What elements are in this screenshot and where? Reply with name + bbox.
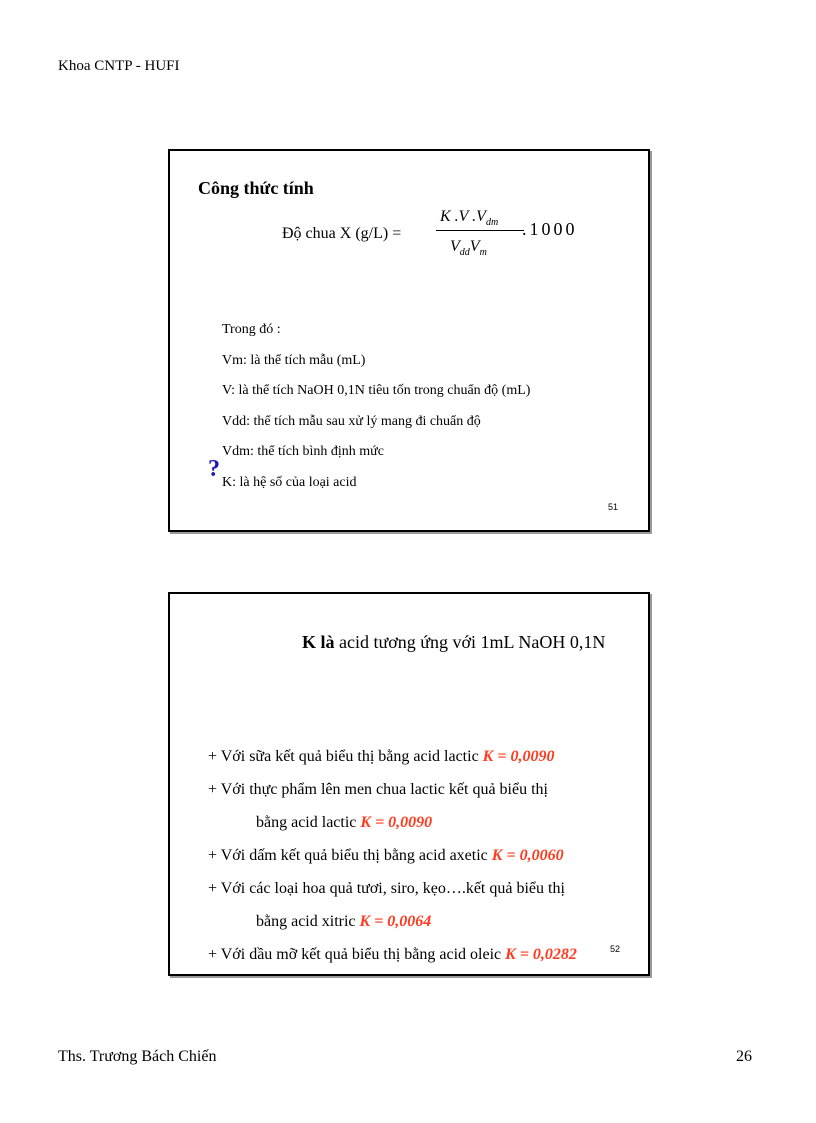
formula-label: Độ chua X (g/L) = <box>282 225 402 242</box>
k-coefficient-list <box>208 740 577 971</box>
slide-number: 51 <box>608 502 619 512</box>
fraction-bar <box>436 230 524 231</box>
slide-number: 52 <box>610 944 621 954</box>
formula-multiplier: .1000 <box>522 219 578 239</box>
definition-line: Trong đó : <box>222 322 281 337</box>
footer-author: Ths. Trương Bách Chiến <box>58 1048 217 1065</box>
list-item: + Với sữa kết quả biểu thị bằng acid lactic K = 0,0090 <box>208 748 555 765</box>
definition-line: K: là hệ số của loại acid <box>222 474 357 490</box>
k-value: K = 0,0090 <box>360 814 433 831</box>
list-item: + Với dầu mỡ kết quả biểu thị bằng acid oleic K = 0,0282 <box>208 946 577 963</box>
definition-line: V: là thể tích NaOH 0,1N tiêu tốn trong chuẩn độ (mL) <box>222 383 531 398</box>
definition-line: Vm: là thể tích mẫu (mL) <box>222 352 366 368</box>
page-header: Khoa CNTP - HUFI <box>58 58 180 74</box>
numerator-subscript: dm <box>485 217 499 228</box>
title-bold: K là <box>302 632 335 652</box>
slide-52 <box>168 592 650 976</box>
k-value: K = 0,0282 <box>505 946 577 963</box>
slide-title: Công thức tính <box>198 178 314 198</box>
formula-denominator: $V_{dd}V_m$ <box>450 238 487 258</box>
k-value: K = 0,0060 <box>491 847 564 864</box>
formula-numerator: K .V $.V_{dm}$ <box>440 208 499 228</box>
list-item: + Với thực phẩm lên men chua lactic kết quả biểu thị <box>208 781 548 798</box>
formula-fraction <box>436 206 526 262</box>
slide-51 <box>168 149 650 532</box>
slide-title <box>302 632 605 653</box>
k-value: K = 0,0064 <box>359 913 432 930</box>
definition-line: Vdd: thể tích mẫu sau xử lý mang đi chuẩn độ <box>222 413 481 429</box>
list-item: bằng acid xitric K = 0,0064 <box>256 913 432 930</box>
title-rest: acid tương ứng với 1mL NaOH 0,1N <box>334 632 606 652</box>
page-number: 26 <box>736 1048 752 1065</box>
definition-line: Vdm: thể tích bình định mức <box>222 444 384 459</box>
definition-list <box>222 315 530 498</box>
list-item: + Với dấm kết quả biểu thị bằng acid axetic K = 0,0060 <box>208 847 564 864</box>
question-mark-icon: ? <box>208 456 220 482</box>
list-item: bằng acid lactic K = 0,0090 <box>256 814 433 831</box>
k-value: K = 0,0090 <box>482 748 555 765</box>
list-item: + Với các loại hoa quả tươi, siro, kẹo….kết quả biểu thị <box>208 880 565 897</box>
